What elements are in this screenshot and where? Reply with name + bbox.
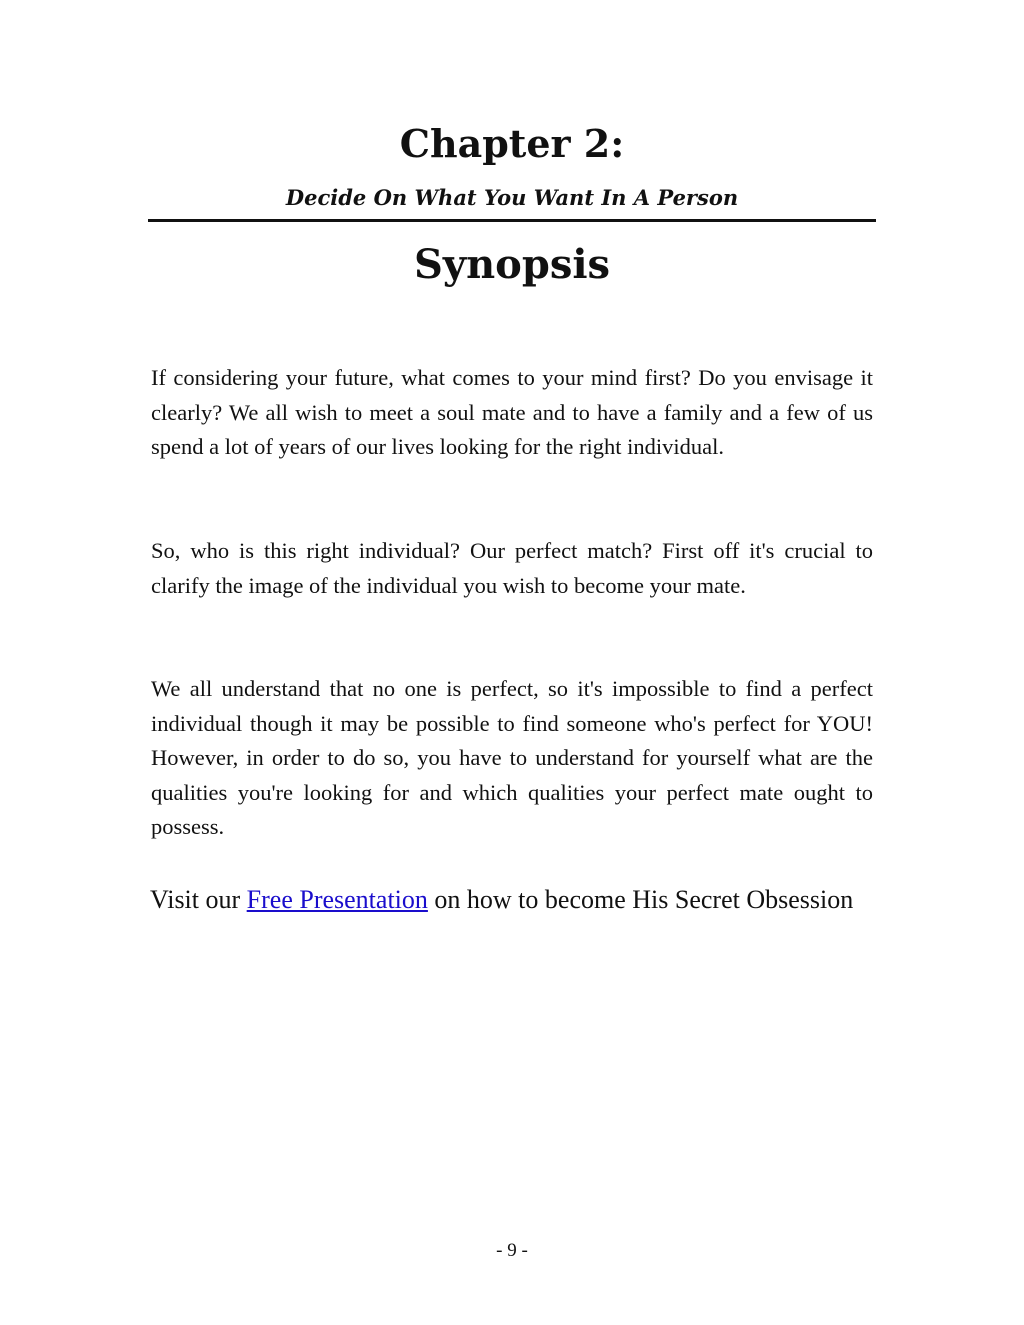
body-paragraph-3: We all understand that no one is perfect, so it's impossible to find a perfect individual though it may be possible to find someone who's perfect for YOU! However, in order to do so, you have to understand for yourself what are the qualities you're looking for and which qualities your perfect mate ought to possess.: [151, 676, 873, 840]
promo-prefix: Visit our: [150, 885, 247, 914]
body-paragraph-2: So, who is this right individual? Our perfect match? First off it's crucial to clarify the image of the individual you wish to become your mate.: [151, 538, 873, 598]
free-presentation-link[interactable]: Free Presentation: [246, 885, 428, 914]
section-heading: Synopsis: [413, 241, 611, 288]
promo-line: [150, 881, 874, 919]
title-divider: [148, 219, 876, 222]
promo-suffix: on how to become His Secret Obsession: [427, 885, 854, 914]
body-paragraph-1: If considering your future, what comes to your mind first? Do you envisage it clearly? We all wish to meet a soul mate and to have a family and a few of us spend a lot of years of our lives looking for the right individual.: [151, 365, 873, 460]
chapter-subtitle: Decide On What You Want In A Person: [285, 185, 739, 210]
page-number: - 9 -: [496, 1240, 528, 1261]
chapter-title: Chapter 2:: [399, 121, 625, 166]
